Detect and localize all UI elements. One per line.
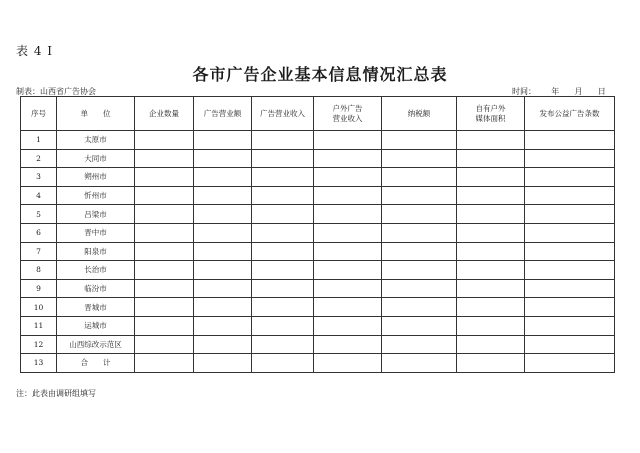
empty-cell [382,186,457,205]
empty-cell [194,261,252,280]
table-row [21,131,615,150]
row-number: 13 [21,354,57,373]
empty-cell [252,131,314,150]
empty-cell [314,223,382,242]
column-header [21,97,57,131]
row-unit: 太原市 [57,131,135,150]
empty-cell [457,316,525,335]
empty-cell [457,186,525,205]
empty-cell [252,316,314,335]
month-label: 月 [574,87,583,96]
row-unit: 运城市 [57,316,135,335]
empty-cell [135,279,194,298]
column-header-text: 广告营业额 [203,108,242,118]
empty-cell [194,279,252,298]
column-header [314,97,382,131]
empty-cell [252,298,314,317]
table-row [21,149,615,168]
empty-cell [314,205,382,224]
row-number: 12 [21,335,57,354]
row-number: 2 [21,149,57,168]
empty-cell [382,205,457,224]
table-row [21,354,615,373]
empty-cell [382,335,457,354]
empty-cell [135,242,194,261]
empty-cell [314,279,382,298]
table-row [21,168,615,187]
empty-cell [314,168,382,187]
empty-cell [252,242,314,261]
compiler-label: 制表：山西省广告协会 [16,87,96,96]
empty-cell [194,354,252,373]
row-number: 7 [21,242,57,261]
footnote: 注：此表由调研组填写 [16,389,96,398]
row-number: 1 [21,131,57,150]
empty-cell [525,131,615,150]
column-header [457,97,525,131]
empty-cell [382,149,457,168]
empty-cell [525,149,615,168]
empty-cell [194,316,252,335]
row-number: 10 [21,298,57,317]
empty-cell [252,205,314,224]
table-row [21,298,615,317]
empty-cell [382,261,457,280]
row-unit: 吕梁市 [57,205,135,224]
column-header-text: 纳税额 [407,108,431,118]
empty-cell [525,279,615,298]
empty-cell [252,261,314,280]
empty-cell [457,223,525,242]
row-number: 5 [21,205,57,224]
empty-cell [525,298,615,317]
table-row [21,186,615,205]
empty-cell [457,279,525,298]
empty-cell [194,186,252,205]
row-unit: 长治市 [57,261,135,280]
empty-cell [457,205,525,224]
empty-cell [135,354,194,373]
row-unit: 大同市 [57,149,135,168]
row-number: 9 [21,279,57,298]
empty-cell [252,223,314,242]
empty-cell [457,168,525,187]
empty-cell [382,298,457,317]
row-number: 4 [21,186,57,205]
empty-cell [194,168,252,187]
table-row [21,242,615,261]
empty-cell [135,168,194,187]
empty-cell [135,205,194,224]
row-unit: 合 计 [57,354,135,373]
column-header [525,97,615,131]
empty-cell [525,168,615,187]
table-row [21,279,615,298]
empty-cell [194,223,252,242]
empty-cell [314,316,382,335]
empty-cell [194,149,252,168]
empty-cell [382,223,457,242]
empty-cell [382,131,457,150]
empty-cell [525,242,615,261]
empty-cell [194,205,252,224]
empty-cell [252,186,314,205]
empty-cell [314,242,382,261]
empty-cell [525,186,615,205]
empty-cell [382,354,457,373]
column-header [382,97,457,131]
empty-cell [135,149,194,168]
empty-cell [314,335,382,354]
column-header-text: 营业收入 [332,113,363,123]
empty-cell [194,335,252,354]
empty-cell [457,242,525,261]
empty-cell [252,279,314,298]
empty-cell [525,223,615,242]
day-label: 日 [597,87,606,96]
column-header-text: 企业数量 [149,108,179,118]
row-unit: 山西综改示范区 [57,335,135,354]
empty-cell [314,131,382,150]
table-row [21,261,615,280]
empty-cell [525,261,615,280]
row-number: 6 [21,223,57,242]
empty-cell [525,316,615,335]
column-header-text: 户外广告 [332,103,363,113]
table-row [21,316,615,335]
row-number: 3 [21,168,57,187]
row-unit: 临汾市 [57,279,135,298]
empty-cell [194,131,252,150]
empty-cell [252,354,314,373]
column-header-text: 广告营业收入 [260,108,305,118]
column-header-text: 媒体面积 [475,113,506,123]
empty-cell [457,131,525,150]
empty-cell [314,186,382,205]
empty-cell [135,223,194,242]
empty-cell [314,149,382,168]
empty-cell [525,205,615,224]
empty-cell [457,261,525,280]
empty-cell [525,335,615,354]
empty-cell [252,335,314,354]
empty-cell [314,261,382,280]
summary-table [20,96,615,373]
column-header [194,97,252,131]
row-unit: 忻州市 [57,186,135,205]
row-number: 8 [21,261,57,280]
empty-cell [382,242,457,261]
year-label: 年 [551,87,560,96]
empty-cell [314,298,382,317]
empty-cell [457,298,525,317]
empty-cell [135,298,194,317]
row-unit: 晋城市 [57,298,135,317]
column-header [135,97,194,131]
table-header-row [21,97,615,131]
table-row [21,205,615,224]
empty-cell [135,335,194,354]
table-number: 表 4 Ⅰ [16,44,54,58]
row-unit: 阳泉市 [57,242,135,261]
empty-cell [252,168,314,187]
column-header [252,97,314,131]
time-label: 时间： [512,87,536,96]
empty-cell [525,354,615,373]
column-header [57,97,135,131]
column-header-text: 自有户外 [475,103,506,113]
empty-cell [457,354,525,373]
row-unit: 晋中市 [57,223,135,242]
empty-cell [382,168,457,187]
page-title: 各市广告企业基本信息情况汇总表 [192,65,448,84]
table-row [21,223,615,242]
empty-cell [457,335,525,354]
empty-cell [457,149,525,168]
column-header-text: 序号 [31,108,46,118]
column-header-text: 发布公益广告条数 [539,108,600,118]
empty-cell [135,261,194,280]
empty-cell [382,316,457,335]
empty-cell [314,354,382,373]
table-row [21,335,615,354]
column-header-text: 单 位 [80,108,111,118]
row-unit: 朔州市 [57,168,135,187]
empty-cell [135,131,194,150]
empty-cell [135,316,194,335]
empty-cell [194,298,252,317]
empty-cell [252,149,314,168]
empty-cell [135,186,194,205]
empty-cell [382,279,457,298]
row-number: 11 [21,316,57,335]
empty-cell [194,242,252,261]
